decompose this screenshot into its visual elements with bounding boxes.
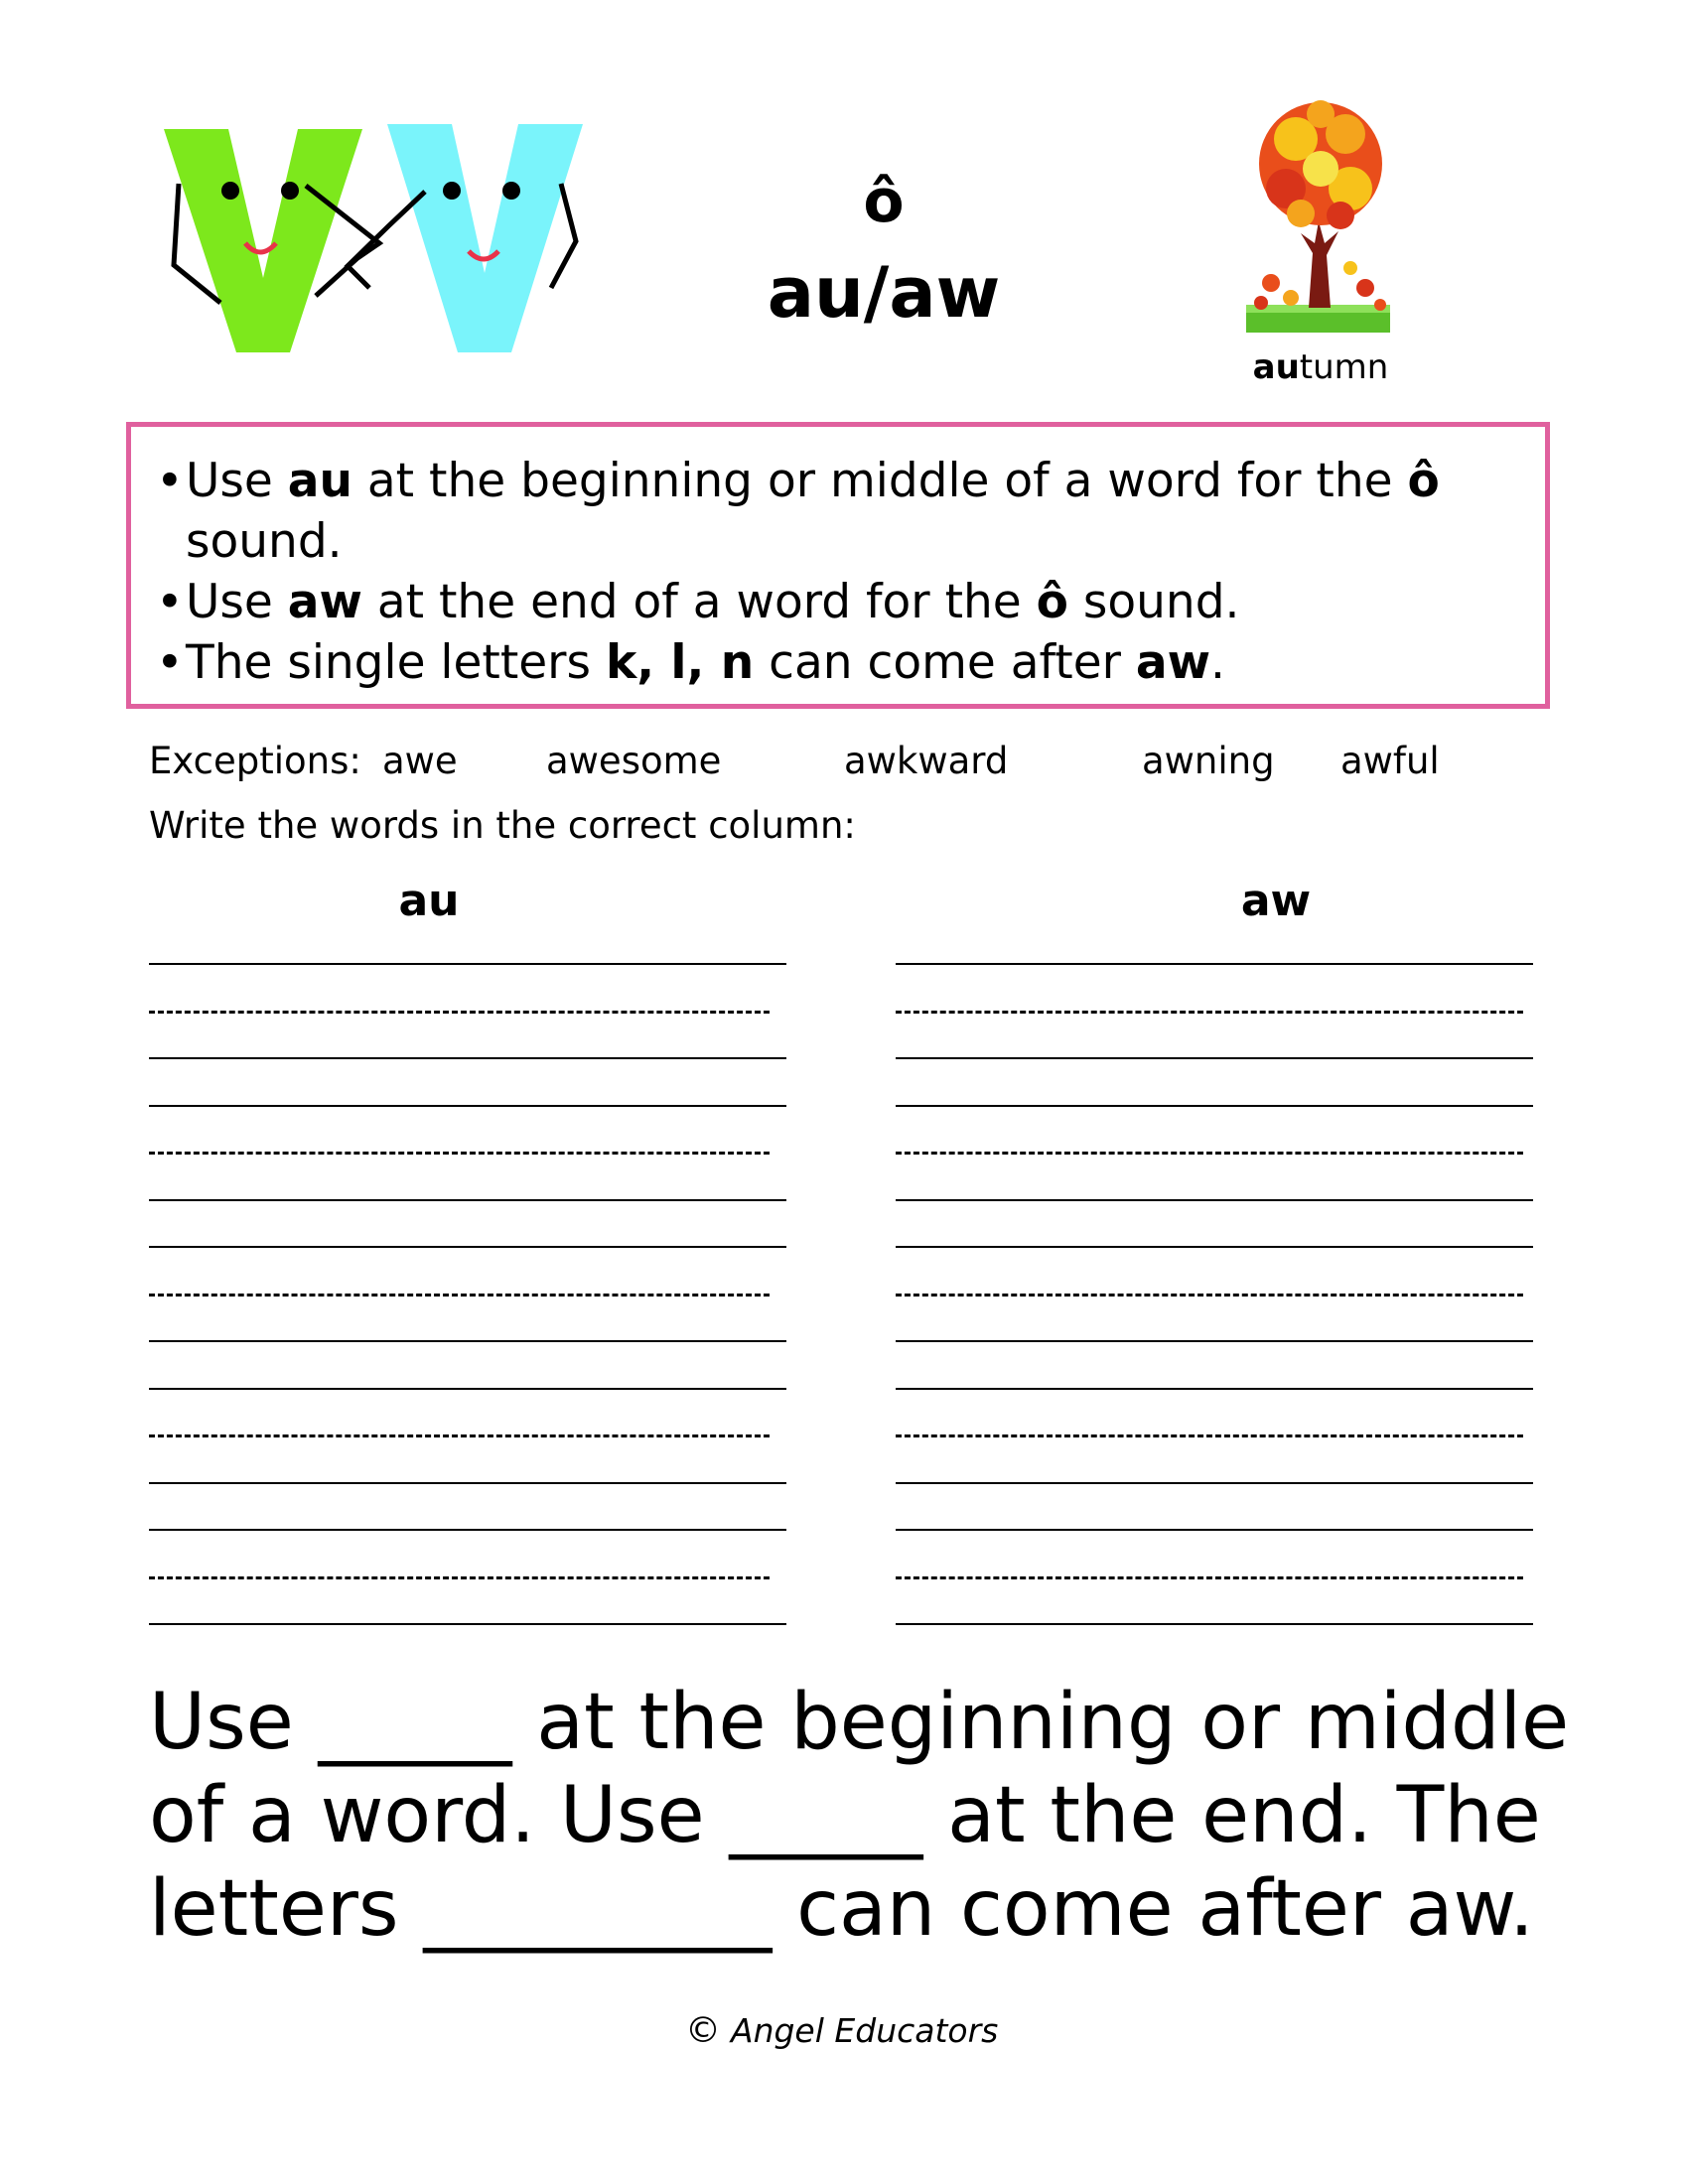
copyright-credit: Angel Educators bbox=[731, 2011, 999, 2050]
exception-word: awe bbox=[382, 740, 458, 782]
writing-line[interactable] bbox=[896, 1246, 1533, 1248]
exception-word: awful bbox=[1340, 740, 1440, 782]
writing-line[interactable] bbox=[149, 1576, 770, 1579]
writing-line[interactable] bbox=[149, 1388, 786, 1390]
rule-keyword: aw bbox=[287, 575, 362, 629]
writing-line[interactable] bbox=[896, 1057, 1533, 1059]
instruction-text: Write the words in the correct column: bbox=[149, 804, 856, 847]
writing-line[interactable] bbox=[149, 1057, 786, 1059]
rule-keyword: aw bbox=[1135, 635, 1211, 690]
sound-symbol: ô bbox=[863, 167, 905, 236]
picture-word-rest: tumn bbox=[1299, 347, 1389, 387]
sentence-line: Use _____ at the beginning or middle bbox=[149, 1678, 1570, 1767]
writing-line[interactable] bbox=[149, 1482, 786, 1484]
writing-line[interactable] bbox=[896, 1011, 1523, 1014]
exception-word: awning bbox=[1142, 740, 1275, 782]
exceptions-row bbox=[149, 737, 1539, 786]
writing-line[interactable] bbox=[149, 1246, 786, 1248]
rule-keyword: k, l, n bbox=[605, 635, 755, 690]
writing-line[interactable] bbox=[896, 963, 1533, 965]
writing-line[interactable] bbox=[896, 1105, 1533, 1107]
rule-keyword: au bbox=[287, 454, 352, 508]
autumn-tree-icon bbox=[1241, 94, 1395, 338]
writing-line[interactable] bbox=[149, 1199, 786, 1201]
sentence-line: letters _________ can come after aw. bbox=[149, 1864, 1534, 1954]
writing-line[interactable] bbox=[896, 1623, 1533, 1625]
writing-line[interactable] bbox=[896, 1576, 1523, 1579]
writing-line[interactable] bbox=[149, 1294, 770, 1297]
exception-word: awesome bbox=[546, 740, 722, 782]
writing-line[interactable] bbox=[896, 1152, 1523, 1155]
writing-line[interactable] bbox=[896, 1199, 1533, 1201]
rule-list bbox=[131, 427, 1545, 693]
au-column-heading: au bbox=[398, 876, 460, 926]
rule-box bbox=[126, 422, 1550, 709]
rule-item: • Use aw at the end of a word for the ô sound. bbox=[156, 572, 1545, 632]
writing-line[interactable] bbox=[149, 1011, 770, 1014]
rule-keyword: ô bbox=[1036, 575, 1068, 629]
picture-word-bold: au bbox=[1252, 347, 1300, 387]
writing-line[interactable] bbox=[896, 1294, 1523, 1297]
exceptions-label: Exceptions: bbox=[149, 740, 361, 782]
writing-line[interactable] bbox=[149, 1623, 786, 1625]
writing-line[interactable] bbox=[896, 1529, 1533, 1531]
writing-line[interactable] bbox=[149, 1529, 786, 1531]
rule-keyword: ô bbox=[1407, 454, 1440, 508]
vv-mascot-logo bbox=[149, 114, 596, 362]
writing-line[interactable] bbox=[896, 1388, 1533, 1390]
sentence-line: of a word. Use _____ at the end. The bbox=[149, 1771, 1541, 1860]
copyright-symbol: © bbox=[685, 2010, 721, 2051]
copyright-footer bbox=[685, 2010, 998, 2052]
writing-line[interactable] bbox=[149, 1340, 786, 1342]
fill-in-sentence bbox=[149, 1676, 1570, 1956]
aw-column-heading: aw bbox=[1240, 876, 1312, 926]
rule-item: • The single letters k, l, n can come after aw. bbox=[156, 632, 1545, 693]
picture-word-caption bbox=[1221, 347, 1420, 387]
writing-line[interactable] bbox=[149, 1105, 786, 1107]
spelling-pattern-title: au/aw bbox=[767, 252, 1001, 334]
writing-line[interactable] bbox=[896, 1340, 1533, 1342]
writing-line[interactable] bbox=[896, 1482, 1533, 1484]
writing-line[interactable] bbox=[149, 963, 786, 965]
writing-line[interactable] bbox=[149, 1152, 770, 1155]
exception-word: awkward bbox=[844, 740, 1009, 782]
writing-line[interactable] bbox=[896, 1434, 1523, 1437]
rule-item: • Use au at the beginning or middle of a word for the ô sound. bbox=[156, 451, 1545, 572]
writing-line[interactable] bbox=[149, 1434, 770, 1437]
